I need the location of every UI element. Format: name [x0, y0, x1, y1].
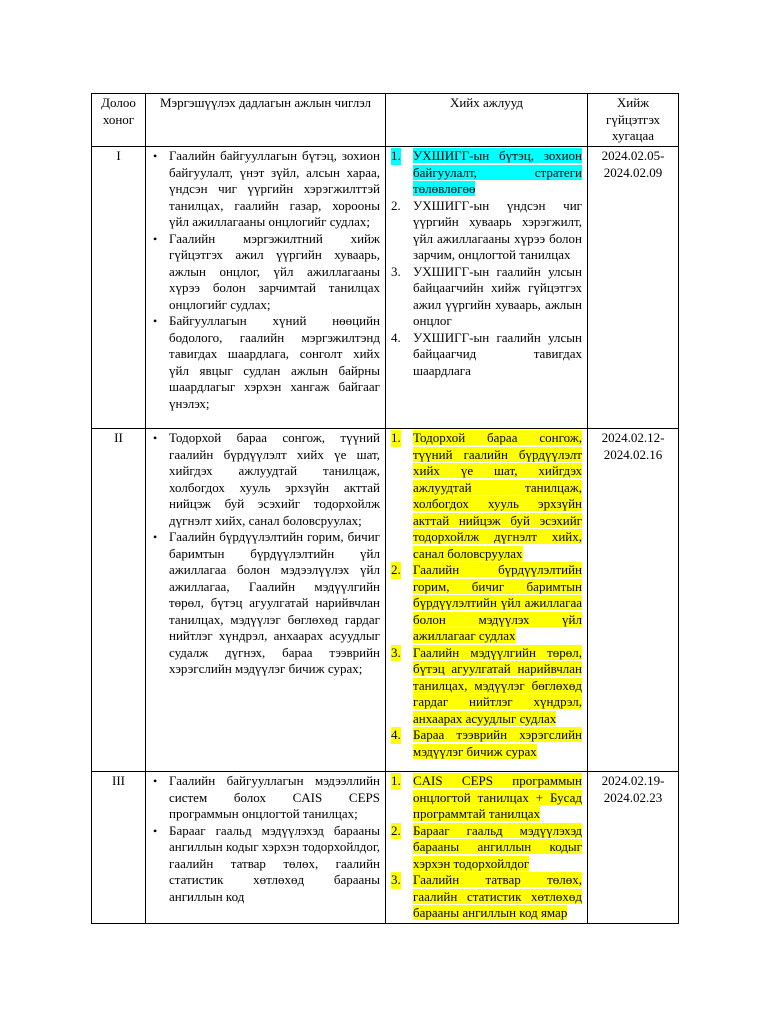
- direction-cell: [146, 772, 386, 924]
- activity-number: 1.: [391, 430, 401, 445]
- activity-number: 4.: [391, 329, 401, 345]
- activity-number: 3.: [391, 644, 401, 660]
- activity-number: 2.: [391, 822, 401, 838]
- activity-text: УХШИГГ-ын гаалийн улсын байцаагчийн хийж гүйцэтгэх ажил үүргийн хуваарь, ажлын онцлог: [413, 263, 582, 328]
- activities-cell: [386, 772, 588, 924]
- activity-number: 3.: [391, 263, 401, 279]
- activity-text: Тодорхой бараа сонгож, түүний гаалийн бүрдүүлэлт хийх үе шат, хийгдэх ажлуудтай танилцаж, холбогдох хууль эрхзүйн акттай нийцэж буй эсэхийг тодорхойлж дүгнэлт хийх, санал боловсруулах: [413, 430, 582, 561]
- activity-number: 2.: [391, 562, 401, 577]
- activity-text: Гаалийн мэдүүлгийн төрөл, бүтэц агуулгатай нарийвчлан танилцах, мэдүүлэг бөглөхөд гардаг нийтлэг хүндрэл, анхаарах асуудлыг судлах: [413, 644, 582, 726]
- activity-text: УХШИГГ-ын үндсэн чиг үүргийн хуваарь хэрэгжилт, үйл ажиллагааны хүрээ болон зарчим, онцлогтой танилцах: [413, 197, 582, 262]
- direction-list: [151, 773, 380, 905]
- direction-item: • Гаалийн байгууллагын мэдээллийн систем болох CAIS CEPS программын онцлогтой танилцах;: [169, 773, 380, 823]
- direction-item: • Гаалийн бүрдүүлэлтийн горим, бичиг баримтын бүрдүүлэлтийн үйл ажиллагаа болон мэдээлүүлэх үйл ажиллагаа, Гаалийн мэдүүлгийн төрөл, бүтэц агуулгатай нарийвчлан танилцах, мэдүүлэг бөглөхөд гардаг нийтлэг хүндрэл, анхаарах асуудлыг судалж дүгнэх, бараа тээврийн хэрэгслийн мэдүүлэг бичиж сурах;: [169, 529, 380, 678]
- table-row: [92, 772, 679, 924]
- direction-item: • Гаалийн байгууллагын бүтэц, зохион байгуулалт, үнэт зүйл, алсын хараа, үндсэн чиг үүргийн хэрэгжилттэй танилцах, гаалийн газар, хорооны үйл ажиллагааны онцлогийг судлах;: [169, 148, 380, 231]
- activity-number: 4.: [391, 727, 401, 742]
- activity-item: [391, 148, 582, 198]
- activity-number: 1.: [391, 148, 401, 163]
- activity-number: 1.: [391, 773, 401, 788]
- activity-item: [391, 822, 582, 873]
- activity-text: Гаалийн бүрдүүлэлтийн горим, бичиг баримтын бүрдүүлэлтийн үйл ажиллагаа болон мэдүүлэх үйл ажиллагааг судлах: [413, 562, 582, 643]
- table-row: [92, 429, 679, 772]
- practice-plan-table: [91, 93, 679, 924]
- direction-list: [151, 430, 380, 678]
- activity-item: [391, 872, 582, 922]
- activity-list: [391, 148, 582, 379]
- direction-item: • Гаалийн мэргэжилтний хийж гүйцэтгэх ажил үүргийн хуваарь, ажлын онцлог, үйл ажиллагааны хүрээ болон зарчимтай танилцах онцлогийг судлах;: [169, 231, 380, 314]
- activity-item: [391, 430, 582, 562]
- activity-item: [391, 562, 582, 645]
- direction-item: • Тодорхой бараа сонгож, түүний гаалийн бүрдүүлэлт хийх үе шат, хийгдэх ажлуудтай танилцаж, холбогдох хууль эрхзүйн акттай нийцэж буй эсэхийг тодорхойлж дүгнэлт хийх, санал боловсруулах;: [169, 430, 380, 529]
- table-row: [92, 147, 679, 429]
- week-cell: I: [92, 147, 146, 429]
- direction-list: [151, 148, 380, 412]
- activity-list: [391, 773, 582, 922]
- activity-item: [391, 644, 582, 728]
- activity-text: CAIS CEPS программын онцлогтой танилцах + Бусад программтай танилцах: [413, 773, 582, 821]
- week-cell: III: [92, 772, 146, 924]
- activity-text: УХШИГГ-ын бүтэц, зохион байгуулалт, стратеги төлөвлөгөө: [413, 148, 582, 196]
- activity-item: [391, 329, 582, 380]
- week-cell: II: [92, 429, 146, 772]
- activity-item: [391, 197, 582, 264]
- direction-cell: [146, 147, 386, 429]
- activities-cell: [386, 147, 588, 429]
- header-week: Долоо хоног: [92, 94, 146, 147]
- direction-item: • Байгууллагын хүний нөөцийн бодолого, гаалийн мэргэжилтэнд тавигдах шаардлага, сонголт хийх үйл явцыг судлан ажлын байрны шаардлагыг хэрхэн хангаж байгааг үнэлэх;: [169, 313, 380, 412]
- activity-item: [391, 773, 582, 823]
- activity-text: Барааг гаальд мэдүүлэхэд барааны ангиллын кодыг хэрхэн тодорхойлдог: [413, 822, 582, 871]
- deadline-cell: 2024.02.12-2024.02.16: [588, 429, 679, 772]
- activity-number: 3.: [391, 872, 401, 887]
- header-deadline: Хийж гүйцэтгэх хугацаа: [588, 94, 679, 147]
- activity-list: [391, 430, 582, 760]
- activities-cell: [386, 429, 588, 772]
- activity-item: [391, 263, 582, 330]
- deadline-cell: 2024.02.19-2024.02.23: [588, 772, 679, 924]
- deadline-cell: 2024.02.05-2024.02.09: [588, 147, 679, 429]
- activity-text: УХШИГГ-ын гаалийн улсын байцаагчид тавигдах шаардлага: [413, 329, 582, 378]
- header-direction: Мэргэшүүлэх дадлагын ажлын чиглэл: [146, 94, 386, 147]
- activity-item: [391, 727, 582, 760]
- direction-item: • Барааг гаальд мэдүүлэхэд барааны ангиллын кодыг хэрхэн тодорхойлдог, гаалийн татвар төлөх, гаалийн статистик хөтлөхөд барааны ангиллын код: [169, 823, 380, 906]
- table-header-row: [92, 94, 679, 147]
- activity-text: Гаалийн татвар төлөх, гаалийн статистик хөтлөхөд барааны ангиллын код ямар: [413, 872, 582, 920]
- direction-cell: [146, 429, 386, 772]
- activity-text: Бараа тээврийн хэрэгслийн мэдүүлэг бичиж сурах: [413, 727, 582, 759]
- activity-number: 2.: [391, 197, 401, 213]
- header-activities: Хийх ажлууд: [386, 94, 588, 147]
